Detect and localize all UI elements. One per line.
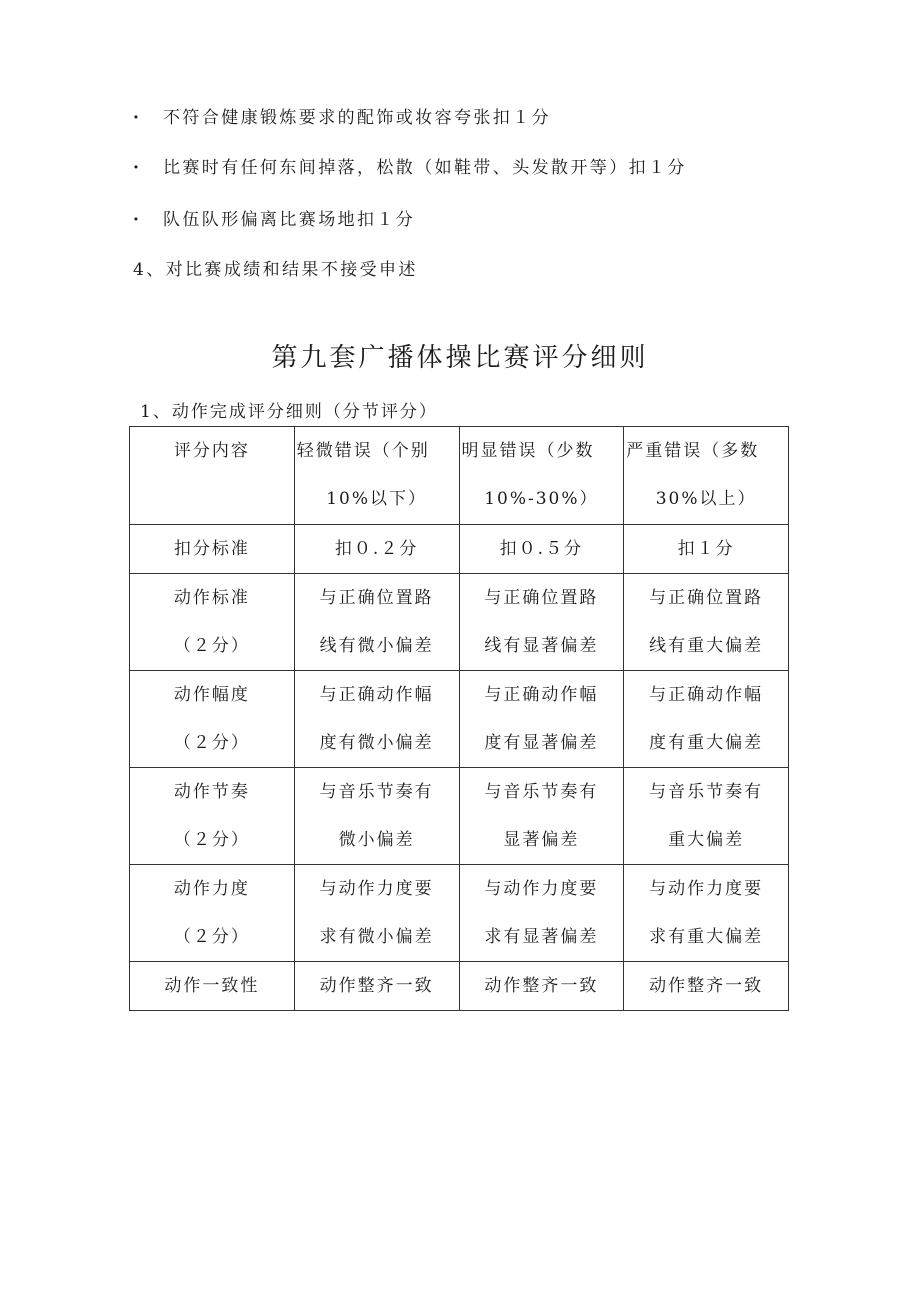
cell-obvious: 与动作力度要 求有显著偏差: [459, 865, 624, 962]
cell-minor: 与动作力度要 求有微小偏差: [294, 865, 459, 962]
cell-obvious: 与正确动作幅 度有显著偏差: [459, 671, 624, 768]
deduction-item: [133, 208, 415, 232]
table-row: [130, 574, 789, 671]
deduction-item-text: 不符合健康锻炼要求的配饰或妆容夸张扣１分: [163, 108, 551, 128]
row-label: 扣分标准: [130, 525, 295, 574]
deduction-obvious: 扣０.５分: [459, 525, 624, 574]
cell-obvious: 动作整齐一致: [459, 962, 624, 1011]
table-row: [130, 671, 789, 768]
section-heading: 1、动作完成评分细则（分节评分）: [140, 402, 438, 422]
row-label: 动作幅度 （２分）: [130, 671, 295, 768]
deduction-item-text: 队伍队形偏离比赛场地扣１分: [163, 210, 416, 230]
row-label: 动作标准 （２分）: [130, 574, 295, 671]
cell-minor: 与正确动作幅 度有微小偏差: [294, 671, 459, 768]
deduction-minor: 扣０.２分: [294, 525, 459, 574]
header-cell-severe: 严重错误（多数 30%以上）: [624, 427, 789, 525]
deduction-severe: 扣１分: [624, 525, 789, 574]
table-header-row: [130, 427, 789, 525]
cell-severe: 与音乐节奏有 重大偏差: [624, 768, 789, 865]
row-label: 动作力度 （２分）: [130, 865, 295, 962]
deduction-item-text: 比赛时有任何东间掉落，松散（如鞋带、头发散开等）扣１分: [163, 158, 687, 178]
bullet-icon: ·: [133, 158, 142, 178]
bullet-icon: ·: [133, 108, 142, 128]
scoring-table: [129, 426, 789, 1011]
table-row: [130, 525, 789, 574]
table-row: [130, 962, 789, 1011]
cell-minor: 动作整齐一致: [294, 962, 459, 1011]
deduction-item: [133, 156, 687, 180]
deduction-item: [133, 106, 551, 130]
document-title: 第九套广播体操比赛评分细则: [271, 343, 649, 373]
bullet-icon: ·: [133, 210, 142, 230]
cell-obvious: 与音乐节奏有 显著偏差: [459, 768, 624, 865]
row-label: 动作一致性: [130, 962, 295, 1011]
cell-severe: 与动作力度要 求有重大偏差: [624, 865, 789, 962]
appeal-rule: 4、对比赛成绩和结果不接受申述: [133, 260, 418, 280]
cell-minor: 与正确位置路 线有微小偏差: [294, 574, 459, 671]
cell-severe: 与正确位置路 线有重大偏差: [624, 574, 789, 671]
row-label: 动作节奏 （２分）: [130, 768, 295, 865]
table-row: [130, 768, 789, 865]
cell-severe: 与正确动作幅 度有重大偏差: [624, 671, 789, 768]
table-row: [130, 865, 789, 962]
cell-minor: 与音乐节奏有 微小偏差: [294, 768, 459, 865]
header-cell-content: 评分内容: [130, 427, 295, 525]
header-cell-obvious: 明显错误（少数 10%-30%）: [459, 427, 624, 525]
header-cell-minor: 轻微错误（个别 10%以下）: [294, 427, 459, 525]
cell-severe: 动作整齐一致: [624, 962, 789, 1011]
cell-obvious: 与正确位置路 线有显著偏差: [459, 574, 624, 671]
